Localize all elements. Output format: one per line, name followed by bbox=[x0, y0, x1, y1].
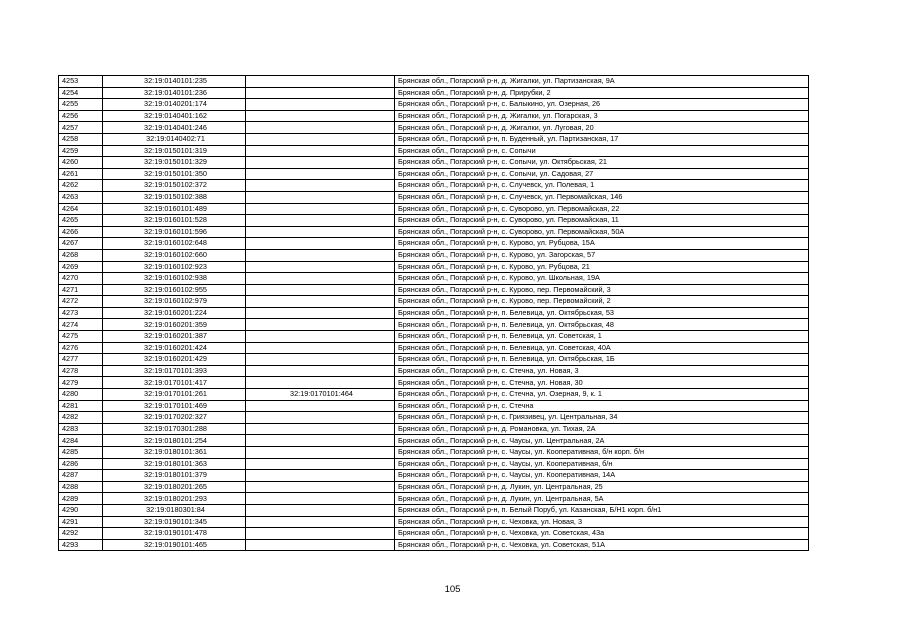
previous-cadastral-number-cell bbox=[246, 377, 395, 389]
table-row bbox=[59, 319, 809, 331]
previous-cadastral-number-cell bbox=[246, 458, 395, 470]
table-row bbox=[59, 307, 809, 319]
previous-cadastral-number-cell bbox=[246, 99, 395, 111]
address-cell: Брянская обл., Погарский р-н, с. Стечна, ул. Новая, 30 bbox=[395, 377, 809, 389]
previous-cadastral-number-cell bbox=[246, 307, 395, 319]
cadastral-number-cell: 32:19:0160101:528 bbox=[103, 215, 246, 227]
address-cell: Брянская обл., Погарский р-н, с. Чеховка, ул. Новая, 3 bbox=[395, 516, 809, 528]
previous-cadastral-number-cell bbox=[246, 342, 395, 354]
cadastral-number-cell: 32:19:0170101:469 bbox=[103, 400, 246, 412]
row-number-cell: 4289 bbox=[59, 493, 103, 505]
cadastral-number-cell: 32:19:0160102:648 bbox=[103, 238, 246, 250]
address-cell: Брянская обл., Погарский р-н, с. Чаусы, ул. Кооперативная, 14А bbox=[395, 470, 809, 482]
previous-cadastral-number-cell bbox=[246, 493, 395, 505]
previous-cadastral-number-cell bbox=[246, 261, 395, 273]
previous-cadastral-number-cell bbox=[246, 470, 395, 482]
row-number-cell: 4264 bbox=[59, 203, 103, 215]
previous-cadastral-number-cell bbox=[246, 180, 395, 192]
address-cell: Брянская обл., Погарский р-н, с. Случевск, ул. Полевая, 1 bbox=[395, 180, 809, 192]
cadastral-number-cell: 32:19:0170101:261 bbox=[103, 389, 246, 401]
cadastral-number-cell: 32:19:0170101:393 bbox=[103, 365, 246, 377]
row-number-cell: 4259 bbox=[59, 145, 103, 157]
row-number-cell: 4255 bbox=[59, 99, 103, 111]
table-row bbox=[59, 389, 809, 401]
row-number-cell: 4262 bbox=[59, 180, 103, 192]
row-number-cell: 4263 bbox=[59, 191, 103, 203]
address-cell: Брянская обл., Погарский р-н, с. Чаусы, ул. Кооперативная, б/н корп. б/н bbox=[395, 447, 809, 459]
row-number-cell: 4285 bbox=[59, 447, 103, 459]
previous-cadastral-number-cell bbox=[246, 273, 395, 285]
table-row bbox=[59, 226, 809, 238]
row-number-cell: 4287 bbox=[59, 470, 103, 482]
cadastral-number-cell: 32:19:0160102:660 bbox=[103, 249, 246, 261]
previous-cadastral-number-cell bbox=[246, 516, 395, 528]
address-cell: Брянская обл., Погарский р-н, с. Курово, ул. Загорская, 57 bbox=[395, 249, 809, 261]
address-cell: Брянская обл., Погарский р-н, д. Лукин, ул. Центральная, 25 bbox=[395, 481, 809, 493]
cadastral-number-cell: 32:19:0140401:162 bbox=[103, 110, 246, 122]
cadastral-number-cell: 32:19:0180201:265 bbox=[103, 481, 246, 493]
row-number-cell: 4282 bbox=[59, 412, 103, 424]
previous-cadastral-number-cell bbox=[246, 157, 395, 169]
previous-cadastral-number-cell bbox=[246, 133, 395, 145]
table-row bbox=[59, 180, 809, 192]
row-number-cell: 4290 bbox=[59, 504, 103, 516]
address-cell: Брянская обл., Погарский р-н, с. Гриязивец, ул. Центральная, 34 bbox=[395, 412, 809, 424]
row-number-cell: 4293 bbox=[59, 539, 103, 551]
address-cell: Брянская обл., Погарский р-н, с. Чаусы, ул. Кооперативная, б/н bbox=[395, 458, 809, 470]
row-number-cell: 4266 bbox=[59, 226, 103, 238]
address-cell: Брянская обл., Погарский р-н, п. Белевица, ул. Октябрьская, 1Б bbox=[395, 354, 809, 366]
table-row bbox=[59, 99, 809, 111]
table-row bbox=[59, 331, 809, 343]
previous-cadastral-number-cell bbox=[246, 528, 395, 540]
table-row bbox=[59, 493, 809, 505]
row-number-cell: 4275 bbox=[59, 331, 103, 343]
table-row bbox=[59, 296, 809, 308]
table-row bbox=[59, 435, 809, 447]
table-row bbox=[59, 458, 809, 470]
address-cell: Брянская обл., Погарский р-н, п. Белевица, ул. Советская, 40А bbox=[395, 342, 809, 354]
cadastral-number-cell: 32:19:0150101:350 bbox=[103, 168, 246, 180]
cadastral-number-cell: 32:19:0170301:288 bbox=[103, 423, 246, 435]
previous-cadastral-number-cell bbox=[246, 168, 395, 180]
previous-cadastral-number-cell bbox=[246, 145, 395, 157]
row-number-cell: 4267 bbox=[59, 238, 103, 250]
previous-cadastral-number-cell bbox=[246, 215, 395, 227]
address-cell: Брянская обл., Погарский р-н, с. Курово, ул. Школьная, 19А bbox=[395, 273, 809, 285]
previous-cadastral-number-cell bbox=[246, 238, 395, 250]
cadastral-number-cell: 32:19:0160101:489 bbox=[103, 203, 246, 215]
previous-cadastral-number-cell bbox=[246, 435, 395, 447]
cadastral-number-cell: 32:19:0180101:254 bbox=[103, 435, 246, 447]
address-cell: Брянская обл., Погарский р-н, д. Жигалки, ул. Луговая, 20 bbox=[395, 122, 809, 134]
table-row bbox=[59, 447, 809, 459]
address-cell: Брянская обл., Погарский р-н, с. Суворово, ул. Первомайская, 11 bbox=[395, 215, 809, 227]
address-cell: Брянская обл., Погарский р-н, с. Чаусы, ул. Центральная, 2А bbox=[395, 435, 809, 447]
table-row bbox=[59, 539, 809, 551]
table-row bbox=[59, 273, 809, 285]
address-cell: Брянская обл., Погарский р-н, с. Суворово, ул. Первомайская, 50А bbox=[395, 226, 809, 238]
cadastral-number-cell: 32:19:0180101:379 bbox=[103, 470, 246, 482]
cadastral-number-cell: 32:19:0160101:596 bbox=[103, 226, 246, 238]
cadastral-number-cell: 32:19:0140201:174 bbox=[103, 99, 246, 111]
row-number-cell: 4281 bbox=[59, 400, 103, 412]
cadastral-number-cell: 32:19:0160102:979 bbox=[103, 296, 246, 308]
cadastral-number-cell: 32:19:0160201:387 bbox=[103, 331, 246, 343]
address-cell: Брянская обл., Погарский р-н, с. Сопычи, ул. Садовая, 27 bbox=[395, 168, 809, 180]
previous-cadastral-number-cell bbox=[246, 203, 395, 215]
previous-cadastral-number-cell bbox=[246, 319, 395, 331]
cadastral-number-cell: 32:19:0150102:388 bbox=[103, 191, 246, 203]
row-number-cell: 4284 bbox=[59, 435, 103, 447]
table-row bbox=[59, 354, 809, 366]
address-cell: Брянская обл., Погарский р-н, д. Жигалки, ул. Партизанская, 9А bbox=[395, 76, 809, 88]
row-number-cell: 4270 bbox=[59, 273, 103, 285]
table-row bbox=[59, 423, 809, 435]
previous-cadastral-number-cell bbox=[246, 284, 395, 296]
address-cell: Брянская обл., Погарский р-н, с. Курово, пер. Первомайский, 3 bbox=[395, 284, 809, 296]
row-number-cell: 4257 bbox=[59, 122, 103, 134]
row-number-cell: 4277 bbox=[59, 354, 103, 366]
row-number-cell: 4291 bbox=[59, 516, 103, 528]
table-row bbox=[59, 365, 809, 377]
table-row bbox=[59, 400, 809, 412]
address-cell: Брянская обл., Погарский р-н, с. Сопычи, ул. Октябрьская, 21 bbox=[395, 157, 809, 169]
address-cell: Брянская обл., Погарский р-н, с. Курово, ул. Рубцова, 15А bbox=[395, 238, 809, 250]
address-cell: Брянская обл., Погарский р-н, с. Случевск, ул. Первомайская, 146 bbox=[395, 191, 809, 203]
row-number-cell: 4258 bbox=[59, 133, 103, 145]
address-cell: Брянская обл., Погарский р-н, с. Стечна, ул. Озерная, 9, к. 1 bbox=[395, 389, 809, 401]
table-row bbox=[59, 203, 809, 215]
cadastral-number-cell: 32:19:0160102:955 bbox=[103, 284, 246, 296]
cadastral-number-cell: 32:19:0180101:361 bbox=[103, 447, 246, 459]
address-cell: Брянская обл., Погарский р-н, п. Буденный, ул. Партизанская, 17 bbox=[395, 133, 809, 145]
table-row bbox=[59, 516, 809, 528]
table-row bbox=[59, 110, 809, 122]
previous-cadastral-number-cell bbox=[246, 447, 395, 459]
previous-cadastral-number-cell bbox=[246, 191, 395, 203]
address-cell: Брянская обл., Погарский р-н, с. Чеховка, ул. Советская, 43а bbox=[395, 528, 809, 540]
address-cell: Брянская обл., Погарский р-н, с. Сопычи bbox=[395, 145, 809, 157]
address-cell: Брянская обл., Погарский р-н, с. Чеховка, ул. Советская, 51А bbox=[395, 539, 809, 551]
previous-cadastral-number-cell bbox=[246, 539, 395, 551]
cadastral-number-cell: 32:19:0160201:224 bbox=[103, 307, 246, 319]
address-cell: Брянская обл., Погарский р-н, д. Жигалки, ул. Погарская, 3 bbox=[395, 110, 809, 122]
previous-cadastral-number-cell bbox=[246, 110, 395, 122]
row-number-cell: 4268 bbox=[59, 249, 103, 261]
address-cell: Брянская обл., Погарский р-н, с. Суворово, ул. Первомайская, 22 bbox=[395, 203, 809, 215]
address-cell: Брянская обл., Погарский р-н, с. Курово, ул. Рубцова, 21 bbox=[395, 261, 809, 273]
address-cell: Брянская обл., Погарский р-н, с. Курово, пер. Первомайский, 2 bbox=[395, 296, 809, 308]
table-row bbox=[59, 412, 809, 424]
cadastral-number-cell: 32:19:0180301:84 bbox=[103, 504, 246, 516]
table-row bbox=[59, 76, 809, 88]
row-number-cell: 4286 bbox=[59, 458, 103, 470]
row-number-cell: 4261 bbox=[59, 168, 103, 180]
table-row bbox=[59, 504, 809, 516]
row-number-cell: 4254 bbox=[59, 87, 103, 99]
row-number-cell: 4278 bbox=[59, 365, 103, 377]
row-number-cell: 4272 bbox=[59, 296, 103, 308]
previous-cadastral-number-cell bbox=[246, 249, 395, 261]
cadastral-number-cell: 32:19:0160201:359 bbox=[103, 319, 246, 331]
row-number-cell: 4273 bbox=[59, 307, 103, 319]
cadastral-number-cell: 32:19:0150101:319 bbox=[103, 145, 246, 157]
row-number-cell: 4260 bbox=[59, 157, 103, 169]
row-number-cell: 4271 bbox=[59, 284, 103, 296]
previous-cadastral-number-cell bbox=[246, 122, 395, 134]
previous-cadastral-number-cell bbox=[246, 296, 395, 308]
row-number-cell: 4256 bbox=[59, 110, 103, 122]
cadastral-number-cell: 32:19:0140101:236 bbox=[103, 87, 246, 99]
row-number-cell: 4269 bbox=[59, 261, 103, 273]
table-row bbox=[59, 133, 809, 145]
cadastral-number-cell: 32:19:0160102:938 bbox=[103, 273, 246, 285]
table-row bbox=[59, 238, 809, 250]
previous-cadastral-number-cell bbox=[246, 412, 395, 424]
table-row bbox=[59, 122, 809, 134]
row-number-cell: 4265 bbox=[59, 215, 103, 227]
row-number-cell: 4288 bbox=[59, 481, 103, 493]
table-row bbox=[59, 145, 809, 157]
previous-cadastral-number-cell bbox=[246, 365, 395, 377]
address-cell: Брянская обл., Погарский р-н, п. Белевица, ул. Октябрьская, 48 bbox=[395, 319, 809, 331]
previous-cadastral-number-cell bbox=[246, 87, 395, 99]
table-row bbox=[59, 470, 809, 482]
previous-cadastral-number-cell bbox=[246, 226, 395, 238]
address-cell: Брянская обл., Погарский р-н, д. Романовка, ул. Тихая, 2А bbox=[395, 423, 809, 435]
cadastral-number-cell: 32:19:0190101:478 bbox=[103, 528, 246, 540]
table-row bbox=[59, 249, 809, 261]
table-row bbox=[59, 191, 809, 203]
previous-cadastral-number-cell bbox=[246, 76, 395, 88]
address-cell: Брянская обл., Погарский р-н, п. Белый Поруб, ул. Казанская, Б/Н1 корп. б/н1 bbox=[395, 504, 809, 516]
cadastral-number-cell: 32:19:0140101:235 bbox=[103, 76, 246, 88]
cadastral-number-cell: 32:19:0160201:429 bbox=[103, 354, 246, 366]
cadastral-number-cell: 32:19:0170101:417 bbox=[103, 377, 246, 389]
cadastral-number-cell: 32:19:0150102:372 bbox=[103, 180, 246, 192]
cadastral-number-cell: 32:19:0190101:345 bbox=[103, 516, 246, 528]
previous-cadastral-number-cell: 32:19:0170101:464 bbox=[246, 389, 395, 401]
table-row bbox=[59, 528, 809, 540]
registry-table bbox=[58, 75, 809, 551]
previous-cadastral-number-cell bbox=[246, 504, 395, 516]
previous-cadastral-number-cell bbox=[246, 423, 395, 435]
table-row bbox=[59, 261, 809, 273]
address-cell: Брянская обл., Погарский р-н, п. Белевица, ул. Советская, 1 bbox=[395, 331, 809, 343]
cadastral-number-cell: 32:19:0160102:923 bbox=[103, 261, 246, 273]
cadastral-number-cell: 32:19:0190101:465 bbox=[103, 539, 246, 551]
previous-cadastral-number-cell bbox=[246, 354, 395, 366]
row-number-cell: 4283 bbox=[59, 423, 103, 435]
address-cell: Брянская обл., Погарский р-н, д. Прирубки, 2 bbox=[395, 87, 809, 99]
previous-cadastral-number-cell bbox=[246, 481, 395, 493]
table-row bbox=[59, 481, 809, 493]
cadastral-number-cell: 32:19:0140402:71 bbox=[103, 133, 246, 145]
cadastral-number-cell: 32:19:0140401:246 bbox=[103, 122, 246, 134]
row-number-cell: 4279 bbox=[59, 377, 103, 389]
table-row bbox=[59, 284, 809, 296]
cadastral-number-cell: 32:19:0170202:327 bbox=[103, 412, 246, 424]
table-row bbox=[59, 215, 809, 227]
previous-cadastral-number-cell bbox=[246, 400, 395, 412]
registry-table-body bbox=[59, 76, 809, 551]
row-number-cell: 4280 bbox=[59, 389, 103, 401]
table-row bbox=[59, 87, 809, 99]
cadastral-number-cell: 32:19:0180101:363 bbox=[103, 458, 246, 470]
row-number-cell: 4274 bbox=[59, 319, 103, 331]
address-cell: Брянская обл., Погарский р-н, с. Балыкино, ул. Озерная, 26 bbox=[395, 99, 809, 111]
cadastral-number-cell: 32:19:0180201:293 bbox=[103, 493, 246, 505]
previous-cadastral-number-cell bbox=[246, 331, 395, 343]
address-cell: Брянская обл., Погарский р-н, д. Лукин, ул. Центральная, 5А bbox=[395, 493, 809, 505]
address-cell: Брянская обл., Погарский р-н, с. Стечна, ул. Новая, 3 bbox=[395, 365, 809, 377]
address-cell: Брянская обл., Погарский р-н, с. Стечна bbox=[395, 400, 809, 412]
table-row bbox=[59, 377, 809, 389]
row-number-cell: 4253 bbox=[59, 76, 103, 88]
row-number-cell: 4292 bbox=[59, 528, 103, 540]
page-number: 105 bbox=[444, 584, 461, 595]
table-row bbox=[59, 157, 809, 169]
cadastral-number-cell: 32:19:0160201:424 bbox=[103, 342, 246, 354]
cadastral-number-cell: 32:19:0150101:329 bbox=[103, 157, 246, 169]
row-number-cell: 4276 bbox=[59, 342, 103, 354]
address-cell: Брянская обл., Погарский р-н, п. Белевица, ул. Октябрьская, 53 bbox=[395, 307, 809, 319]
table-row bbox=[59, 168, 809, 180]
table-row bbox=[59, 342, 809, 354]
